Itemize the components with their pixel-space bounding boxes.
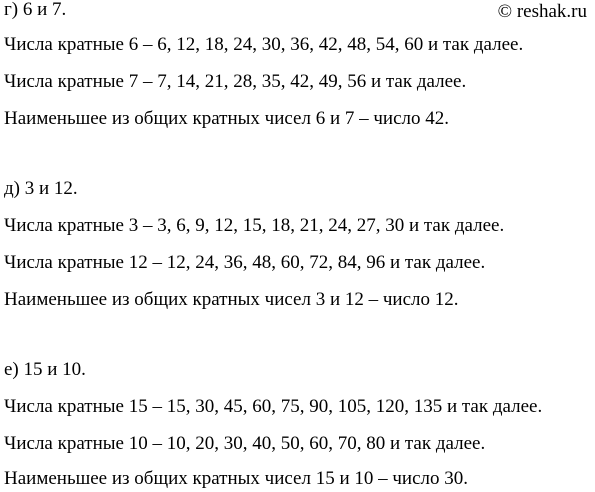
multiples-line: Числа кратные 10 – 10, 20, 30, 40, 50, 60, 70, 80 и так далее. [4, 433, 486, 454]
watermark: © reshak.ru [497, 1, 587, 22]
conclusion-line: Наименьшее из общих кратных чисел 3 и 12 – число 12. [4, 289, 459, 310]
section-heading: г) 6 и 7. [4, 0, 67, 20]
section-heading: е) 15 и 10. [4, 359, 86, 380]
section-heading: д) 3 и 12. [4, 178, 78, 199]
multiples-line: Числа кратные 7 – 7, 14, 21, 28, 35, 42, 49, 56 и так далее. [4, 71, 467, 92]
multiples-line: Числа кратные 3 – 3, 6, 9, 12, 15, 18, 21, 24, 27, 30 и так далее. [4, 215, 505, 236]
multiples-line: Числа кратные 12 – 12, 24, 36, 48, 60, 72, 84, 96 и так далее. [4, 252, 486, 273]
multiples-line: Числа кратные 15 – 15, 30, 45, 60, 75, 90, 105, 120, 135 и так далее. [4, 396, 543, 417]
multiples-line: Числа кратные 6 – 6, 12, 18, 24, 30, 36, 42, 48, 54, 60 и так далее. [4, 34, 524, 55]
conclusion-line: Наименьшее из общих кратных чисел 15 и 10 – число 30. [4, 468, 469, 489]
conclusion-line: Наименьшее из общих кратных чисел 6 и 7 – число 42. [4, 108, 450, 129]
